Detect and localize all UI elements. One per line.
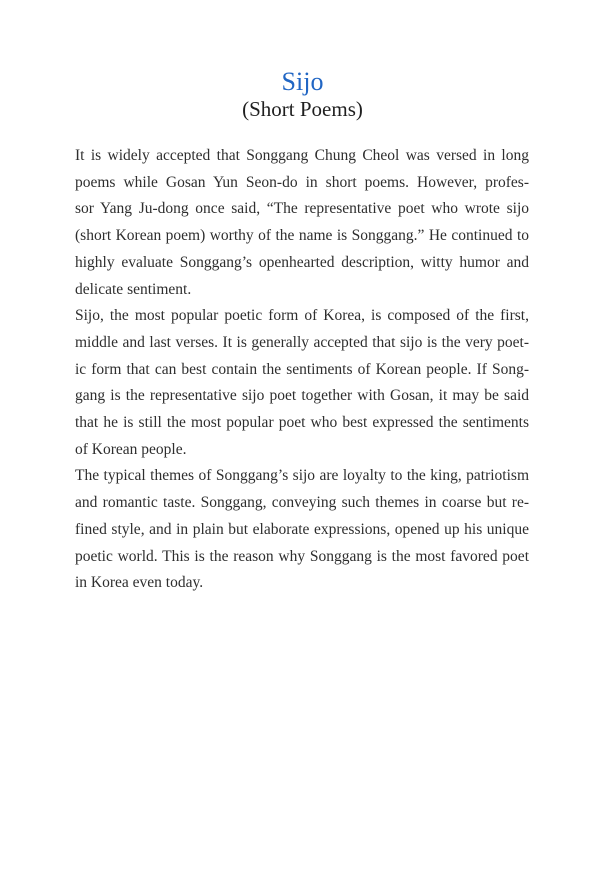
text-line: of Korean people. <box>75 440 187 458</box>
text-line: gang is the representative sijo poet together with Gosan, it may be said <box>75 387 529 405</box>
paragraph <box>75 143 529 303</box>
text-line: poetic world. This is the reason why Songgang is the most favored poet <box>75 547 529 565</box>
text-line: and romantic taste. Songgang, conveying such themes in coarse but re- <box>75 494 529 512</box>
text-line: middle and last verses. It is generally accepted that sijo is the very poet- <box>75 333 529 351</box>
text-line: highly evaluate Songgang’s openhearted description, witty humor and <box>75 253 529 271</box>
text-line: The typical themes of Songgang’s sijo are loyalty to the king, patriotism <box>75 467 529 485</box>
text-line: that he is still the most popular poet who best expressed the sentiments <box>75 414 529 432</box>
text-line: fined style, and in plain but elaborate expressions, opened up his unique <box>75 520 529 538</box>
text-line: poems while Gosan Yun Seon-do in short poems. However, profes- <box>75 173 529 191</box>
paragraph <box>75 463 529 597</box>
text-line: ic form that can best contain the sentiments of Korean people. If Song- <box>75 360 529 378</box>
paragraph <box>75 303 529 463</box>
text-line: It is widely accepted that Songgang Chung Cheol was versed in long <box>75 147 529 164</box>
article-body <box>75 143 529 597</box>
text-line: (short Korean poem) worthy of the name is Songgang.” He continued to <box>75 227 529 245</box>
text-line: sor Yang Ju-dong once said, “The representative poet who wrote sijo <box>75 200 529 218</box>
page-subtitle: (Short Poems) <box>242 97 363 121</box>
text-line: in Korea even today. <box>75 574 204 592</box>
text-line: Sijo, the most popular poetic form of Korea, is composed of the first, <box>75 307 529 325</box>
text-line: delicate sentiment. <box>75 280 192 298</box>
page-title: Sijo <box>281 67 324 96</box>
